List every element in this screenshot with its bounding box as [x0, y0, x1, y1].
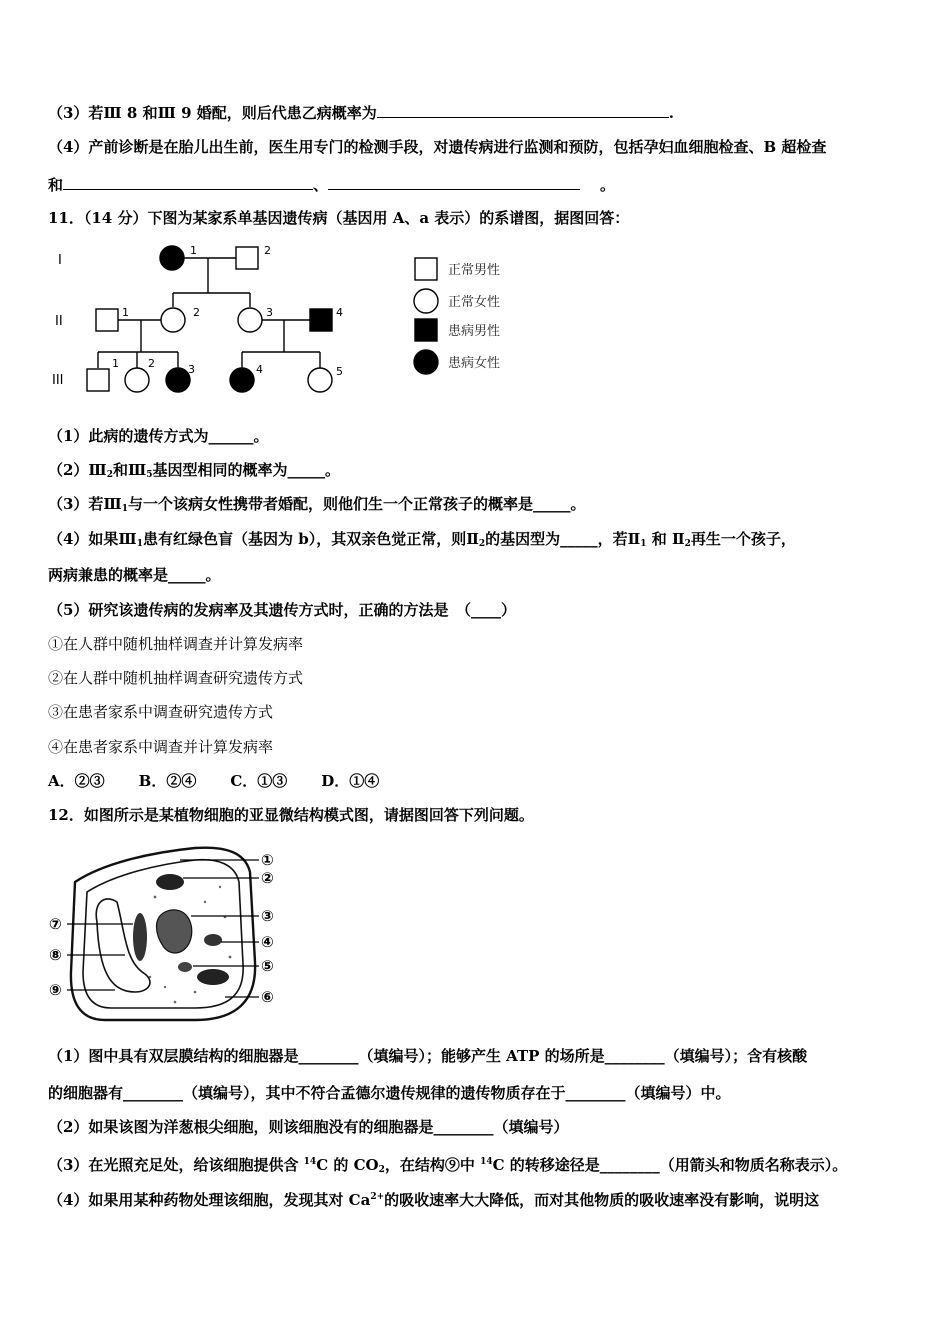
answer-blank[interactable]: [63, 174, 313, 190]
normal-female-II2: [161, 308, 185, 332]
generation-label: I: [58, 253, 62, 268]
member-number: 3: [266, 306, 273, 319]
q11-sub4: （4）如果$Ⅲ_1$患有红绿色盲（基因为 b），其双亲色觉正常，则$Ⅱ_2$的基因型为_____，若$Ⅱ_1$ 和 $Ⅱ_2$再生一个孩子，: [48, 530, 796, 549]
affected-female-III3: [166, 368, 190, 392]
label-1: ①: [261, 851, 274, 869]
normal-male-III1: [87, 369, 109, 391]
q12-sub4: （4）如果用某种药物处理该细胞，发现其对 $Ca^{2+}$的吸收速率大大降低，而对其他物质的吸收速率没有影响，说明这: [48, 1191, 820, 1209]
q12-sub1-cont: 的细胞器有________（填编号），其中不符合孟德尔遗传规律的遗传物质存在于________（填编号）中。: [48, 1084, 731, 1102]
label-8: ⑧: [49, 946, 62, 964]
legend-filled-square-icon: [415, 319, 437, 341]
member-number: 1: [112, 357, 119, 370]
member-number: 2: [264, 244, 271, 257]
chloroplast: [197, 969, 229, 985]
normal-female-II3: [238, 308, 262, 332]
label-6: ⑥: [261, 988, 274, 1006]
normal-female-III5: [308, 368, 332, 392]
option-a[interactable]: A．②③: [48, 772, 105, 790]
label-5: ⑤: [261, 957, 274, 975]
generation-label: II: [55, 314, 63, 329]
label-4: ④: [261, 933, 274, 951]
legend-normal-male: 正常男性: [448, 263, 501, 278]
q10-part4-cont: 和 、 。: [48, 176, 616, 194]
affected-female-I1: [160, 246, 184, 270]
label-7: ⑦: [49, 915, 62, 933]
member-number: 1: [122, 306, 129, 319]
q12-sub3: （3）在光照充足处，给该细胞提供含 $^{14}$C 的 $CO_2$，在结构⑨中 $^{14}$C 的转移途径是________（用箭头和物质名称表示）。: [48, 1156, 848, 1175]
legend-normal-female: 正常女性: [448, 295, 501, 310]
q10-part3: （3）若Ⅲ 8 和Ⅲ 9 婚配，则后代患乙病概率为 .: [48, 104, 674, 122]
member-number: 4: [336, 306, 343, 319]
label-2: ②: [261, 869, 274, 887]
member-number: 1: [190, 244, 197, 257]
pedigree-chart: [40, 236, 540, 406]
member-number: 2: [193, 306, 200, 319]
q11-sub3: （3）若$Ⅲ_1$与一个该病女性携带者婚配，则他们生一个正常孩子的概率是_____。: [48, 495, 586, 514]
statement-4: ④在患者家系中调查并计算发病率: [48, 738, 274, 756]
q12-header: 12．如图所示是某植物细胞的亚显微结构模式图，请据图回答下列问题。: [48, 806, 534, 824]
q11-sub1: （1）此病的遗传方式为______。: [48, 427, 269, 445]
label-3: ③: [261, 907, 274, 925]
normal-female-III2: [125, 368, 149, 392]
affected-male-II4: [310, 309, 332, 331]
mitochondrion: [178, 962, 192, 972]
answer-blank[interactable]: [377, 102, 669, 118]
normal-male-II1: [96, 309, 118, 331]
member-number: 4: [256, 363, 263, 376]
generation-label: III: [52, 373, 64, 388]
normal-male-I2: [236, 247, 258, 269]
legend-affected-male: 患病男性: [448, 324, 501, 339]
q11-sub2: $(2)Ⅲ_2$和$Ⅲ_5$基因型相同的概率为_____。: [48, 461, 341, 480]
mitochondrion: [204, 934, 222, 946]
affected-female-III4: [230, 368, 254, 392]
member-number: 2: [148, 357, 155, 370]
member-number: 3: [188, 363, 195, 376]
q12-sub1: （1）图中具有双层膜结构的细胞器是________（填编号）；能够产生 ATP 的场所是________（填编号）；含有核酸: [48, 1047, 808, 1065]
option-b[interactable]: B．②④: [138, 772, 197, 790]
chloroplast: [133, 913, 147, 961]
option-d[interactable]: D．①④: [321, 772, 380, 790]
q11-sub5: （5）研究该遗传病的发病率及其遗传方式时，正确的方法是 （____）: [48, 601, 516, 619]
statement-3: ③在患者家系中调查研究遗传方式: [48, 703, 274, 721]
statement-1: ①在人群中随机抽样调查并计算发病率: [48, 635, 304, 653]
legend-circle-icon: [414, 289, 438, 313]
option-c[interactable]: C．①③: [230, 772, 288, 790]
legend-filled-circle-icon: [414, 350, 438, 374]
statement-2: ②在人群中随机抽样调查研究遗传方式: [48, 669, 304, 687]
answer-options: [48, 771, 413, 791]
q12-sub2: （2）如果该图为洋葱根尖细胞，则该细胞没有的细胞器是________（填编号）: [48, 1118, 569, 1136]
legend-affected-female: 患病女性: [448, 356, 501, 371]
nucleus: [157, 910, 192, 953]
plant-cell-diagram: [45, 842, 295, 1027]
q11-header: 11．（14 分）下图为某家系单基因遗传病（基因用 A、a 表示）的系谱图，据图回答：: [48, 209, 630, 227]
member-number: 5: [336, 365, 343, 378]
legend-square-icon: [415, 258, 437, 280]
answer-blank[interactable]: [328, 174, 580, 190]
q10-part4: （4）产前诊断是在胎儿出生前，医生用专门的检测手段，对遗传病进行监测和预防，包括孕妇血细胞检查、B 超检查: [48, 138, 827, 156]
chloroplast: [156, 874, 184, 890]
q11-sub4-cont: 两病兼患的概率是_____。: [48, 566, 221, 584]
label-9: ⑨: [49, 981, 62, 999]
